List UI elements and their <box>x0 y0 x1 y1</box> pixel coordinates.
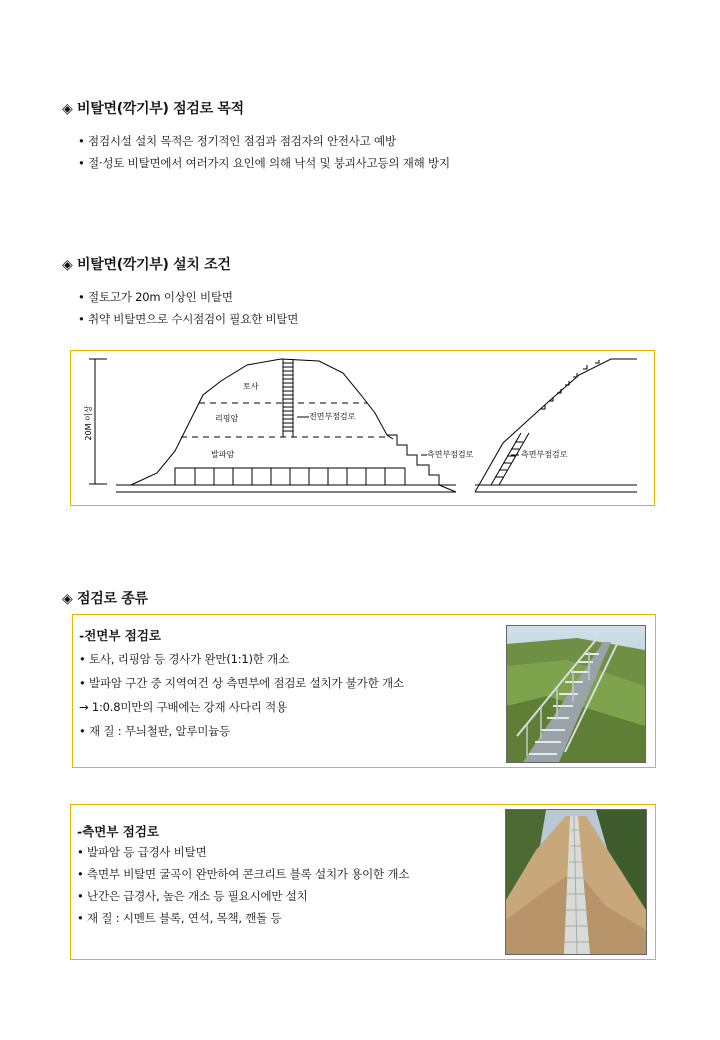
list-item: • 토사, 리핑암 등 경사가 완만(1:1)한 개소 <box>79 652 289 666</box>
purpose-bullets <box>78 130 450 174</box>
section-heading-types: ◈ 점검로 종류 <box>62 591 148 607</box>
conditions-bullets <box>78 286 298 330</box>
front-path-box <box>72 614 656 768</box>
side-path-label-right: 측면부점검로 <box>521 450 568 459</box>
front-path-title: -전면부 점검로 <box>79 628 161 643</box>
list-item: • 절토고가 20m 이상인 비탈면 <box>78 290 233 304</box>
front-path-details <box>79 647 404 743</box>
layer-label-blasting-rock: 발파암 <box>211 450 235 459</box>
list-item: • 난간은 급경사, 높은 개소 등 필요시에만 설치 <box>77 889 308 903</box>
front-path-photo <box>506 625 646 763</box>
section-heading-conditions: ◈ 비탈면(깍기부) 설치 조건 <box>62 257 231 273</box>
side-path-box <box>70 804 656 960</box>
list-item: • 측면부 비탈면 굴곡이 완만하여 콘크리트 블록 설치가 용이한 개소 <box>77 867 410 881</box>
section-heading-purpose: ◈ 비탈면(깍기부) 점검로 목적 <box>62 101 244 117</box>
list-item: • 취약 비탈면으로 수시점검이 필요한 비탈면 <box>78 312 299 326</box>
side-path-title: -측면부 점검로 <box>77 824 159 839</box>
side-path-label-left: 측면부점검로 <box>427 450 474 459</box>
list-item: • 재 질 : 시멘트 블록, 연석, 목책, 깬돌 등 <box>77 911 282 925</box>
list-item: • 재 질 : 무늬철판, 알루미늄등 <box>79 724 230 738</box>
layer-label-topsoil: 토사 <box>243 382 259 391</box>
list-item: → 1:0.8미만의 구배에는 강재 사다리 적용 <box>79 700 287 714</box>
side-path-photo <box>505 809 647 955</box>
list-item: • 점검시설 설치 목적은 정기적인 점검과 점검자의 안전사고 예방 <box>78 134 396 148</box>
height-dimension-label: 20M 이상 <box>84 405 93 441</box>
list-item: • 절·성토 비탈면에서 여러가지 요인에 의해 낙석 및 붕괴사고등의 재해 방지 <box>78 156 450 170</box>
slope-cross-section-diagram <box>71 351 654 505</box>
layer-label-ripping-rock: 리핑암 <box>215 414 239 423</box>
front-path-label: 전면부점검로 <box>309 412 356 421</box>
slope-diagram-box <box>70 350 655 506</box>
list-item: • 발파암 구간 중 지역여건 상 측면부에 점검로 설치가 불가한 개소 <box>79 676 404 690</box>
side-path-details <box>77 841 409 929</box>
list-item: • 발파암 등 급경사 비탈면 <box>77 845 207 859</box>
